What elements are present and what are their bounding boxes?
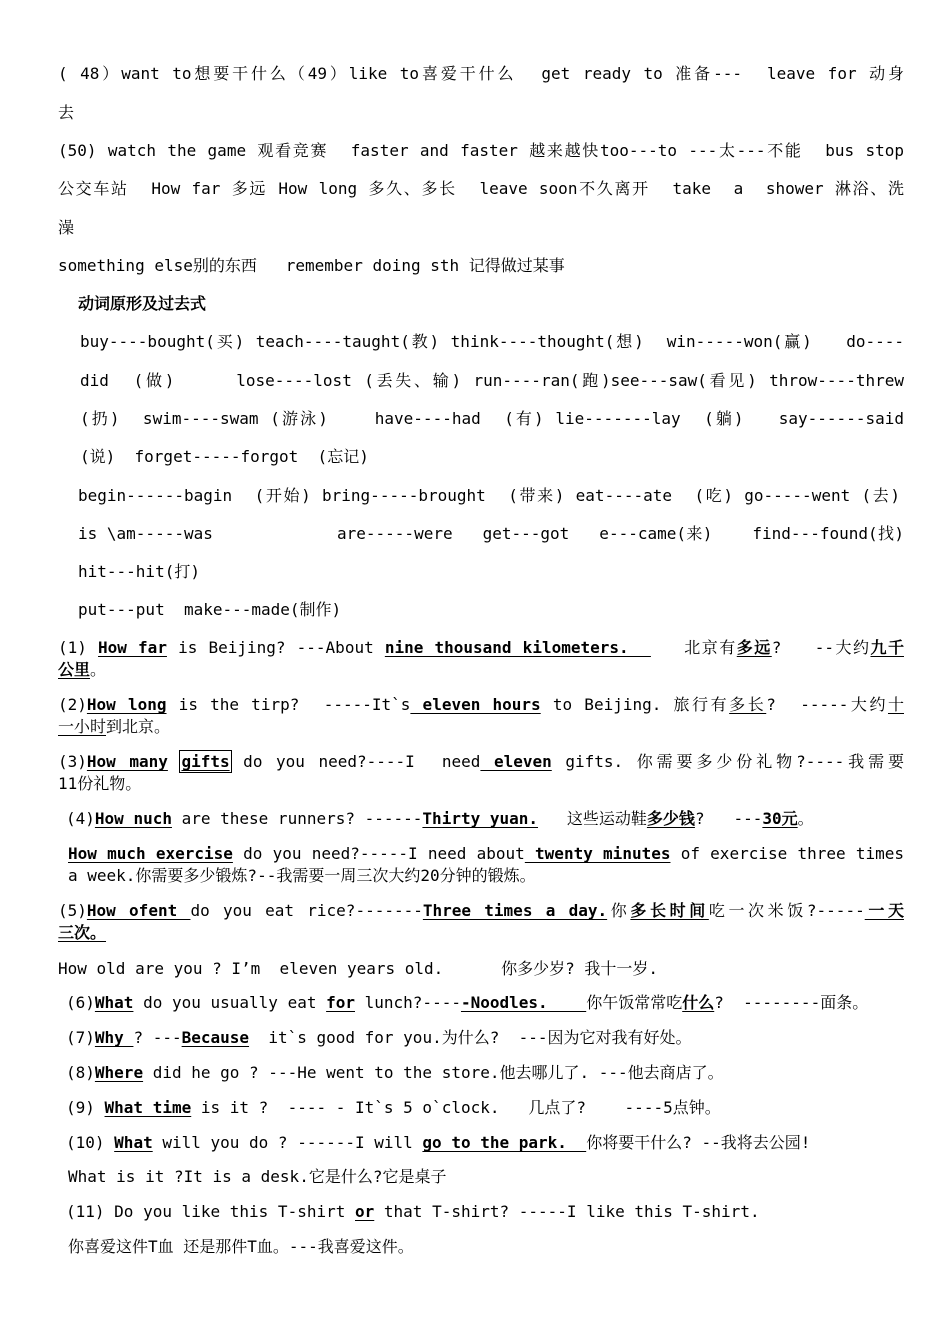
question-text: is it ? ---- - It`s 5 o`clock. 几点了? ----5点钟。	[191, 1098, 721, 1117]
question-10-line	[66, 1133, 810, 1153]
question-10b-line: What is it ?It is a desk.它是什么?它是桌子	[68, 1167, 447, 1186]
chinese-text: 这些运动鞋	[538, 809, 647, 828]
question-3-line-2: 11份礼物。	[58, 774, 142, 793]
phrase-line-5: 澡	[58, 218, 75, 237]
phrase-line-1: ( 48）want to想要干什么（49）like to喜爱干什么 get ready to 准备--- leave for 动身	[58, 64, 904, 83]
chinese-answer: 九千	[870, 638, 904, 657]
question-keyword: How ofent	[86, 901, 191, 920]
question-text: did he go ? ---He went to the store.他去哪儿了. ---他去商店了。	[143, 1063, 724, 1082]
question-text: do you eat rice?-------	[190, 901, 423, 920]
question-number: (3)	[58, 752, 87, 771]
chinese-text: ? -----大约	[766, 695, 888, 714]
chinese-answer: 一小时	[58, 717, 107, 736]
answer-keyword: eleven hours	[410, 695, 541, 714]
question-keyword: How many	[86, 752, 168, 771]
chinese-keyword: 多少钱	[646, 809, 695, 828]
chinese-answer: 公里	[58, 660, 91, 679]
chinese-answer: 三次。	[58, 923, 107, 942]
question-keyword: Where	[94, 1063, 144, 1082]
question-keyword: for	[326, 993, 355, 1012]
question-1-line-1	[58, 638, 904, 658]
question-number: (2)	[58, 695, 87, 714]
question-keyword: What time	[104, 1098, 192, 1117]
verb-line-1: buy----bought(买) teach----taught(教) think----thought(想) win-----won(赢) do----	[80, 332, 904, 351]
chinese-keyword: 多长时间	[630, 901, 709, 920]
chinese-answer: 一天	[864, 901, 904, 920]
question-number: (1)	[58, 638, 99, 657]
question-5-line-2	[58, 923, 106, 943]
question-9-line	[66, 1098, 721, 1118]
question-number: (9)	[66, 1098, 105, 1117]
chinese-text: ? ---	[694, 809, 763, 828]
question-keyword: How nuch	[94, 809, 172, 828]
verb-line-5: begin------bagin (开始) bring-----brought (带来) eat----ate (吃) go-----went (去)	[78, 486, 900, 505]
question-number: (11)	[66, 1202, 115, 1221]
question-text: is the tirp? -----It`s	[166, 695, 411, 714]
question-11-line-2: 你喜爱这件T血 还是那件T血。---我喜爱这件。	[68, 1237, 414, 1256]
chinese-keyword: 什么	[682, 993, 715, 1012]
chinese-text: 北京有	[650, 638, 737, 657]
question-text: Do you like this T-shirt	[114, 1202, 355, 1221]
phrase-line-3: (50) watch the game 观看竞赛 faster and faster 越来越快too---to ---太---不能 bus stop	[58, 141, 904, 160]
answer-keyword: Because	[181, 1028, 250, 1047]
chinese-text: ? --大约	[771, 638, 871, 657]
chinese-text: 你午饭常常吃	[586, 993, 683, 1012]
question-8-line	[66, 1063, 724, 1083]
question-text: that T-shirt? -----I like this T-shirt.	[374, 1202, 760, 1221]
question-2-line-1	[58, 695, 904, 715]
phrase-line-4: 公交车站 How far 多远 How long 多久、多长 leave soon不久离开 take a shower 淋浴、洗	[58, 179, 904, 198]
question-keyword: Why	[94, 1028, 134, 1047]
answer-keyword: Three times a day.	[422, 901, 608, 920]
question-number: (5)	[58, 901, 87, 920]
answer-keyword: twenty minutes	[524, 844, 671, 863]
question-text: ? ---	[133, 1028, 182, 1047]
question-5b-line: How old are you ? I’m eleven years old. 你多少岁? 我十一岁.	[58, 959, 659, 978]
question-text: lunch?----	[355, 993, 461, 1012]
question-text: 你将要干什么? --我将去公园!	[586, 1133, 811, 1152]
question-keyword: or	[355, 1202, 375, 1221]
question-4b-line-2: a week.你需要多少锻炼?--我需要一周三次大约20分钟的锻炼。	[68, 866, 536, 885]
question-keyword: How much exercise	[68, 844, 233, 863]
chinese-keyword: 多远	[736, 638, 772, 657]
verb-section-heading: 动词原形及过去式	[78, 294, 207, 313]
answer-keyword: -Noodles.	[460, 993, 587, 1012]
phrase-line-6: something else别的东西 remember doing sth 记得做过某事	[58, 256, 565, 275]
answer-keyword: nine thousand kilometers.	[384, 638, 651, 657]
boxed-keyword: gifts	[181, 752, 230, 771]
verb-line-7: hit---hit(打)	[78, 562, 200, 581]
question-text: will you do ? ------I will	[152, 1133, 423, 1152]
question-5-line-1	[58, 901, 904, 921]
question-2-line-2	[58, 717, 170, 737]
question-1-line-2	[58, 660, 106, 680]
answer-keyword: Thirty yuan.	[422, 809, 539, 828]
question-4-line-1	[66, 809, 814, 829]
chinese-answer: 30元	[762, 809, 798, 828]
chinese-text: 。	[797, 809, 814, 828]
chinese-text: 到北京。	[106, 717, 171, 736]
question-text: of exercise three times	[670, 844, 904, 863]
chinese-keyword: 多长	[729, 695, 767, 714]
question-text: do you usually eat	[133, 993, 327, 1012]
question-keyword: What	[94, 993, 134, 1012]
verb-line-8: put---put make---made(制作)	[78, 600, 342, 619]
question-text: do you need?-----I need about	[232, 844, 525, 863]
chinese-text: 你	[607, 901, 631, 920]
question-7-line	[66, 1028, 692, 1048]
question-number: (8)	[66, 1063, 95, 1082]
question-text: do you need?----I need	[229, 752, 481, 771]
question-number: (10)	[66, 1133, 115, 1152]
question-keyword: What	[114, 1133, 153, 1152]
question-number: (6)	[66, 993, 95, 1012]
question-text: are these runners? ------	[171, 809, 423, 828]
chinese-answer: 十	[887, 695, 904, 714]
question-4b-line-1	[68, 844, 904, 864]
verb-line-2: did (做) lose----lost (丢失、输) run----ran(跑)see---saw(看见) throw----threw	[80, 371, 904, 390]
chinese-text: 吃一次米饭?-----	[708, 901, 865, 920]
verb-line-3: (扔) swim----swam (游泳) have----had (有) lie-------lay (躺) say------said	[80, 409, 904, 428]
verb-line-6b: are-----were get---got e---came(来) find---found(找)	[337, 524, 904, 543]
question-6-line	[66, 993, 868, 1013]
chinese-text: 。	[90, 660, 107, 679]
verb-line-6a: is \am-----was	[78, 524, 213, 543]
question-text: gifts. 你需要多少份礼物?----我需要	[551, 752, 904, 771]
answer-keyword: eleven	[480, 752, 552, 771]
phrase-line-2: 去	[58, 103, 75, 122]
question-number: (4)	[66, 809, 95, 828]
question-keyword: How far	[98, 638, 167, 657]
question-text: it`s good for you.为什么? ---因为它对我有好处。	[249, 1028, 692, 1047]
question-3-line-1	[58, 752, 904, 772]
verb-line-4: (说) forget-----forgot (忘记)	[80, 447, 369, 466]
answer-keyword: go to the park.	[422, 1133, 587, 1152]
chinese-text: ? --------面条。	[714, 993, 869, 1012]
question-keyword: How long	[86, 695, 167, 714]
question-text: is Beijing? ---About	[166, 638, 385, 657]
chinese-text: to Beijing. 旅行有	[540, 695, 730, 714]
question-11-line-1	[66, 1202, 760, 1222]
question-number: (7)	[66, 1028, 95, 1047]
